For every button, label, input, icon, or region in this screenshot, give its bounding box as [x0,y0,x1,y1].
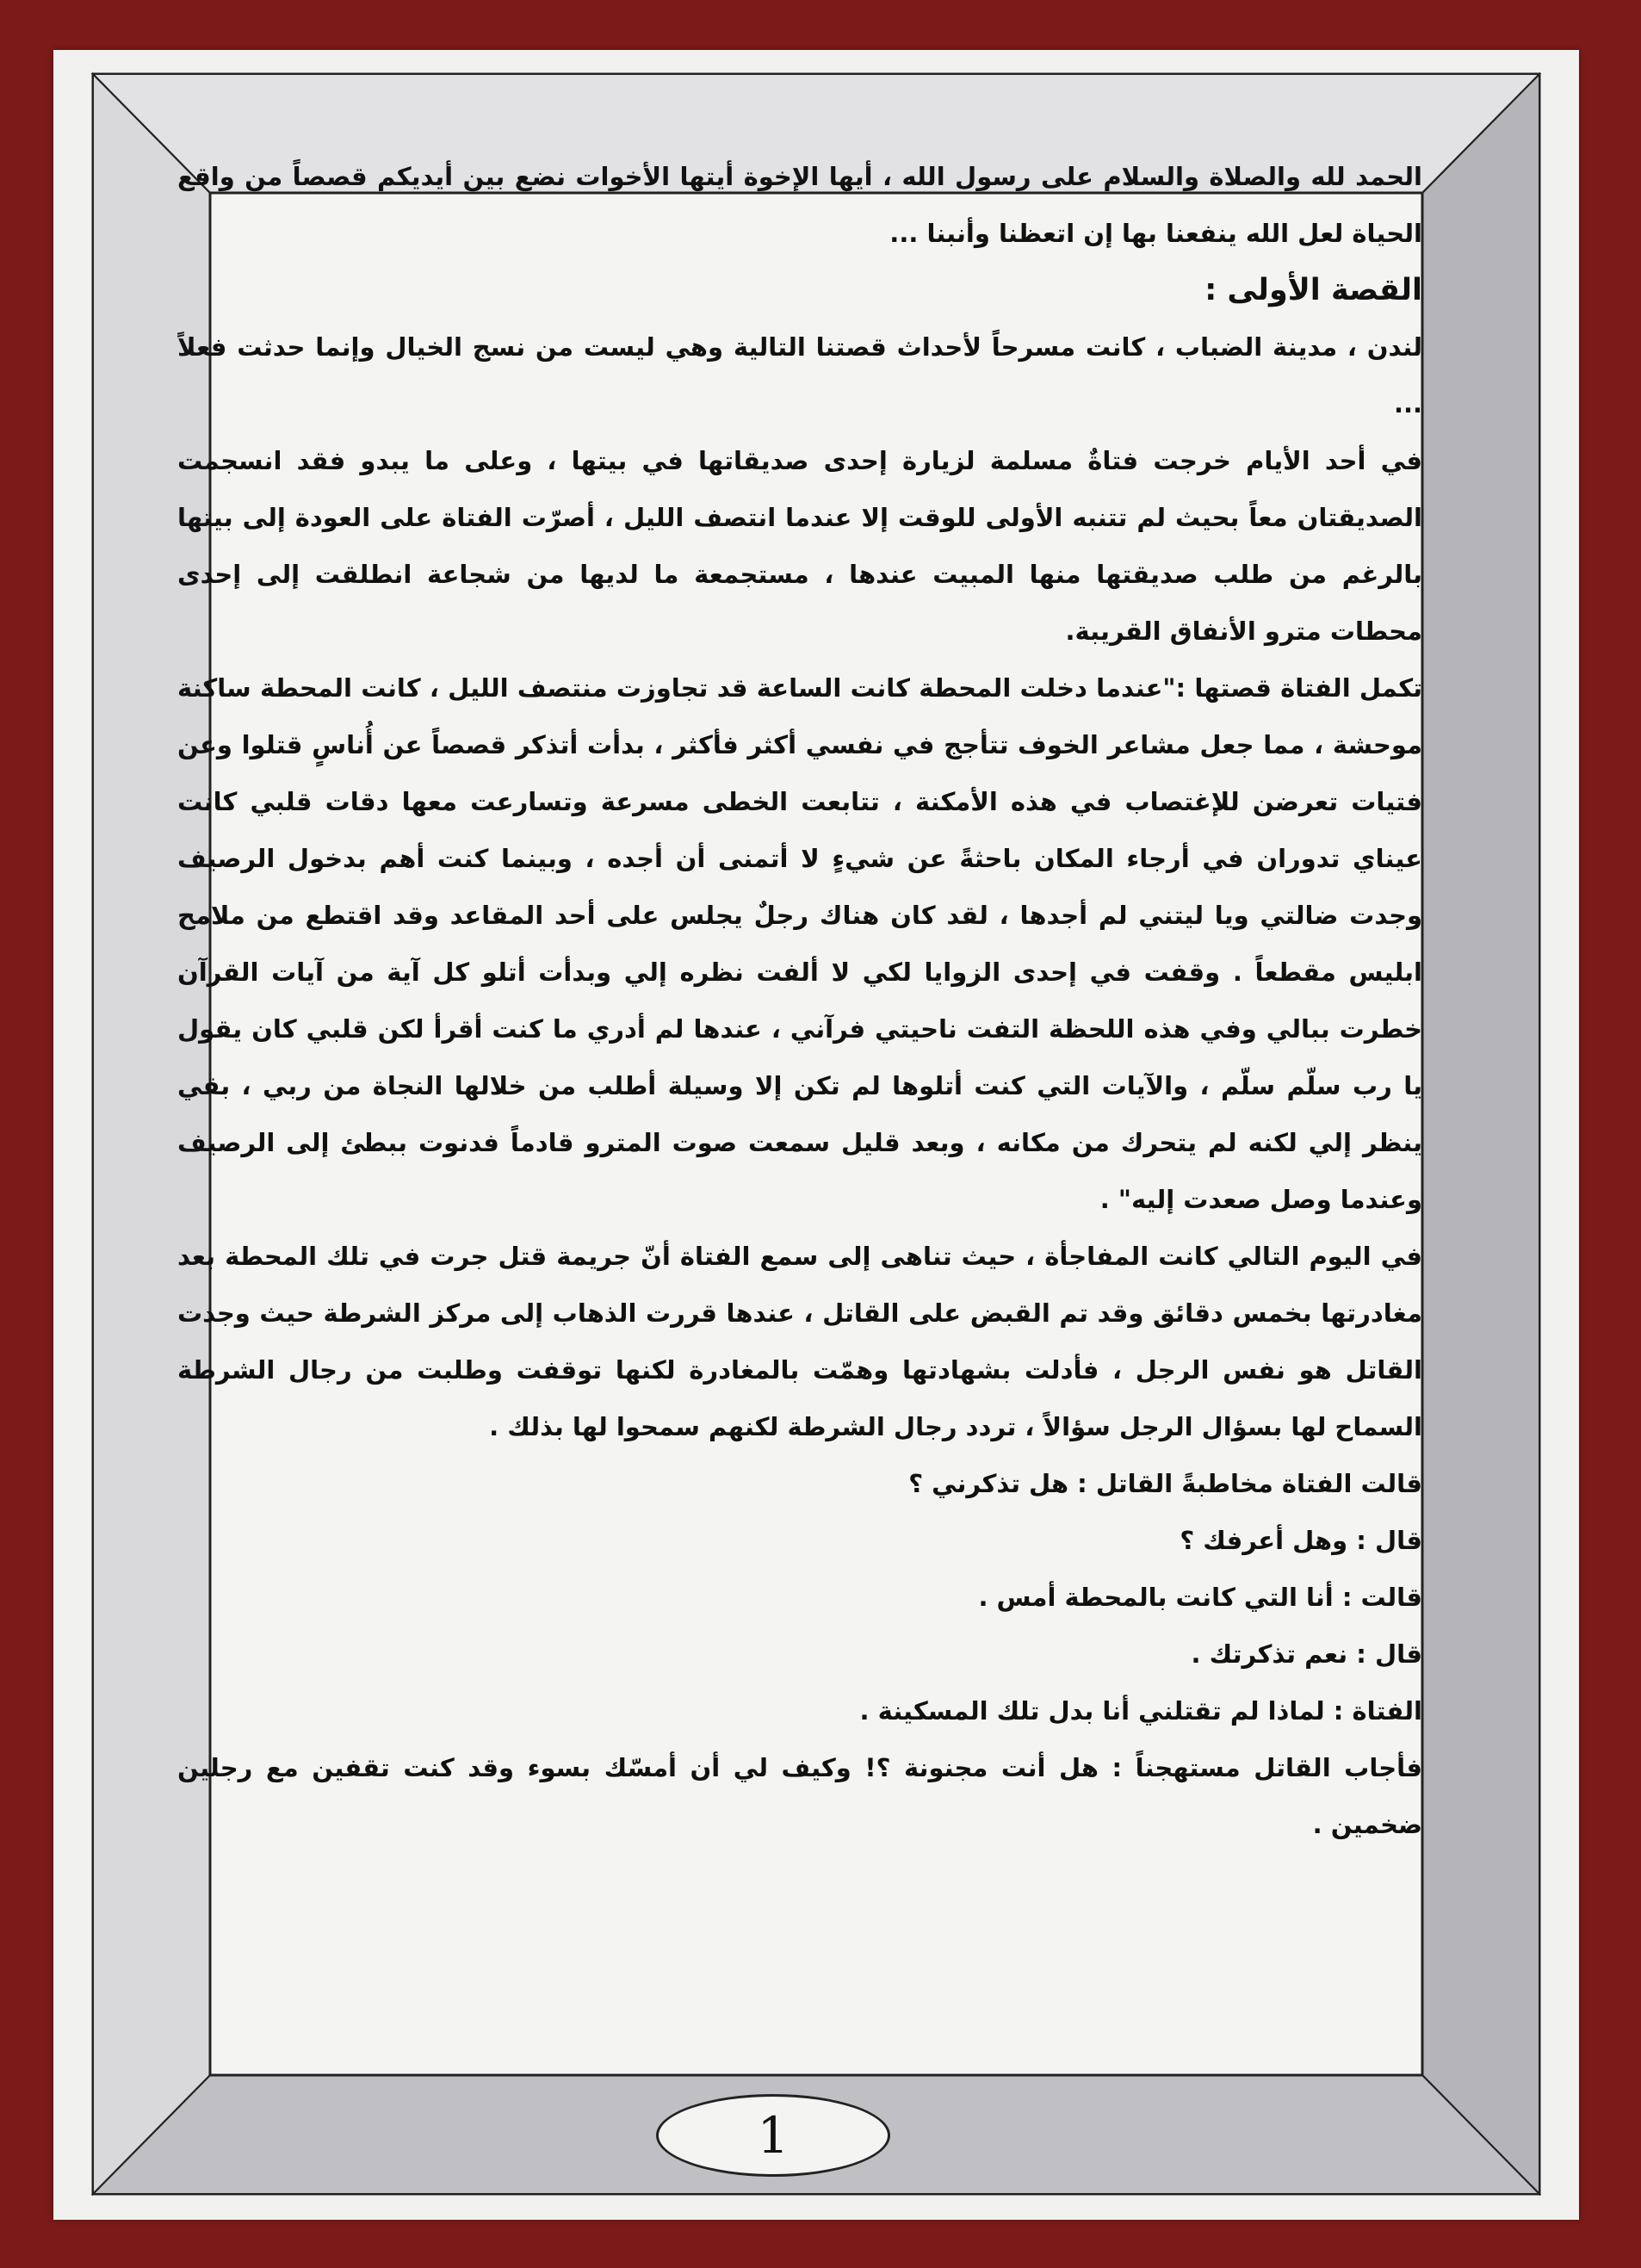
dialogue-line-3: قالت : أنا التي كانت بالمحطة أمس . [978,1583,1422,1612]
story-paragraph-3: تكمل الفتاة قصتها :"عندما دخلت المحطة كانت الساعة قد تجاوزت منتصف الليل ، كانت المحطة ساكنة موحشة ، مما جعل مشاعر الخوف تتأجج في نفسي أكثر فأكثر ، بدأت أتذكر قصصاً عن أُناسٍ قتلوا وعن فتيات تعرضن للإغتصاب في هذه الأمكنة ، تتابعت الخطى مسرعة وتسارعت معها دقات قلبي كانت عيناي تدوران في أرجاء المكان باحثةً عن شيءٍ لا أتمنى أن أجده ، وبينما كنت أهم بدخول الرصيف وجدت ضالتي ويا ليتني لم أجدها ، لقد كان هناك رجلٌ يجلس على أحد المقاعد وقد اقتطع من ملامح ابليس مقطعاً . وقفت في إحدى الزوايا لكي لا ألفت نظره إلي وبدأت أتلو كل آية من آيات القرآن خطرت ببالي وفي هذه اللحظة التفت ناحيتي فرآني ، عندها لم أدري ما كنت أقرأ لكن قلبي كان يقول يا رب سلّم سلّم ، والآيات التي كنت أتلوها لم تكن إلا وسيلة أطلب من خلالها النجاة من ربي ، بقي ينظر إلي لكنه لم يتحرك من مكانه ، وبعد قليل سمعت صوت المترو قادماً فدنوت ببطئ إلى الرصيف وعندما وصل صعدت إليه" . [177,673,1422,1214]
story-paragraph-2: في أحد الأيام خرجت فتاةٌ مسلمة لزيارة إحدى صديقاتها في بيتها ، وعلى ما يبدو فقد انسجمت الصديقتان معاً بحيث لم تتنبه الأولى للوقت إلا عندما انتصف الليل ، أصرّت الفتاة على العودة إلى بيتها بالرغم من طلب صديقتها منها المبيت عندها ، مستجمعة ما لديها من شجاعة انطلقت إلى إحدى محطات مترو الأنفاق القريبة. [177,446,1422,646]
story-paragraph-1: لندن ، مدينة الضباب ، كانت مسرحاً لأحداث قصتنا التالية وهي ليست من نسج الخيال وإنما حدثت فعلاً ... [177,332,1422,418]
story-heading: القصة الأولى : [1204,273,1422,307]
page-number: 1 [757,2106,790,2165]
dialogue-line-6: فأجاب القاتل مستهجناً : هل أنت مجنونة ؟! وكيف لي أن أمسّك بسوء وقد كنت تقفين مع رجلين ضخمين . [177,1753,1422,1839]
dialogue-line-1: قالت الفتاة مخاطبةً القاتل : هل تذكرني ؟ [908,1469,1422,1498]
article-body [177,148,1422,2068]
dialogue-line-4: قال : نعم تذكرتك . [1191,1639,1422,1669]
page-number-oval [656,2094,890,2177]
dialogue-line-5: الفتاة : لماذا لم تقتلني أنا بدل تلك المسكينة . [859,1696,1422,1726]
dialogue-line-2: قال : وهل أعرفك ؟ [1180,1526,1422,1555]
intro-paragraph: الحمد لله والصلاة والسلام على رسول الله ، أيها الإخوة أيتها الأخوات نضع بين أيديكم قصصاً من واقع الحياة لعل الله ينفعنا بها إن اتعظنا وأنبنا ... [177,162,1422,248]
story-paragraph-4: في اليوم التالي كانت المفاجأة ، حيث تناهى إلى سمع الفتاة أنّ جريمة قتل جرت في تلك المحطة بعد مغادرتها بخمس دقائق وقد تم القبض على القاتل ، عندها قررت الذهاب إلى مركز الشرطة حيث وجدت القاتل هو نفس الرجل ، فأدلت بشهادتها وهمّت بالمغادرة لكنها توقفت وطلبت من رجال الشرطة السماح لها بسؤال الرجل سؤالاً ، تردد رجال الشرطة لكنهم سمحوا لها بذلك . [177,1242,1422,1441]
page-sheet [53,50,1579,2220]
